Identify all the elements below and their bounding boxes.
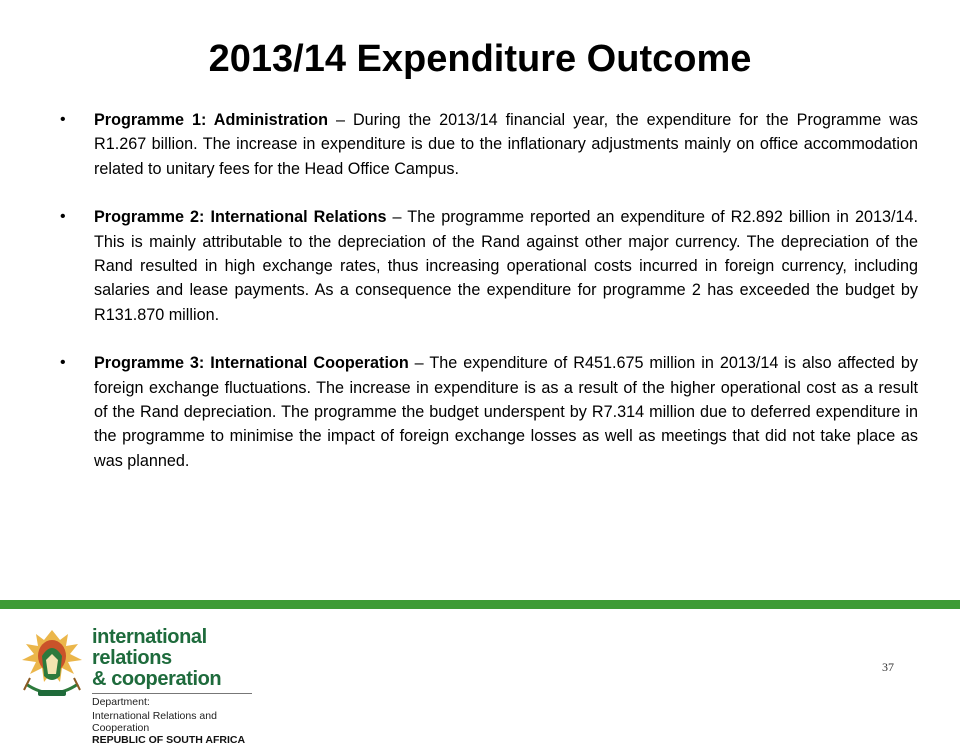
bullet-list (60, 108, 918, 497)
bullet-dot: • (60, 111, 66, 128)
brand-divider (92, 693, 252, 694)
page-number: 37 (882, 660, 894, 674)
department-label: Department: (92, 696, 150, 708)
bullet-lead: Programme 2: International Relations (94, 208, 387, 227)
slide-title: 2013/14 Expenditure Outcome (208, 38, 752, 80)
bullet-dot: • (60, 354, 66, 372)
bullet-programme-2 (60, 205, 918, 327)
bullet-programme-1 (60, 108, 918, 181)
bullet-dot: • (60, 208, 66, 226)
bullet-lead: Programme 3: International Cooperation (94, 354, 409, 373)
brand-name-line2: & cooperation (92, 668, 222, 690)
bullet-text: – During the 2013/14 financial year, the expenditure for the Programme was R1.267 billion. The increase in expenditure is due to the inflationary adjustments mainly on office accommodation related to unitary fees for the Head Office Campus. (94, 111, 919, 178)
bullet-text: – The expenditure of R451.675 million in 2013/14 is also affected by foreign exchange fluctuations. The increase in expenditure is as a result of the higher operational cost as a result of the Rand depreciation. The programme the budget underspent by R7.314 million due to deferred expenditure in the programme to minimise the impact of foreign exchange losses as well as meetings that did not take place as was planned. (94, 354, 918, 470)
department-name: International Relations and Cooperation (92, 710, 217, 734)
department-branding (92, 627, 272, 746)
brand-name-line1: international relations (92, 626, 207, 669)
footer-divider-bar (0, 600, 960, 609)
bullet-text: – The programme reported an expenditure of R2.892 billion in 2013/14. This is mainly attributable to the depreciation of the Rand against other major currency. The depreciation of the Rand resulted in high exchange rates, thus increasing operational costs incurred in foreign currency, including salaries and lease payments. As a consequence the expenditure for programme 2 has exceeded the budget by R131.870 million. (94, 208, 918, 324)
bullet-programme-3 (60, 351, 918, 473)
bullet-lead: Programme 1: Administration (94, 111, 328, 129)
country-name: REPUBLIC OF SOUTH AFRICA (92, 734, 246, 746)
